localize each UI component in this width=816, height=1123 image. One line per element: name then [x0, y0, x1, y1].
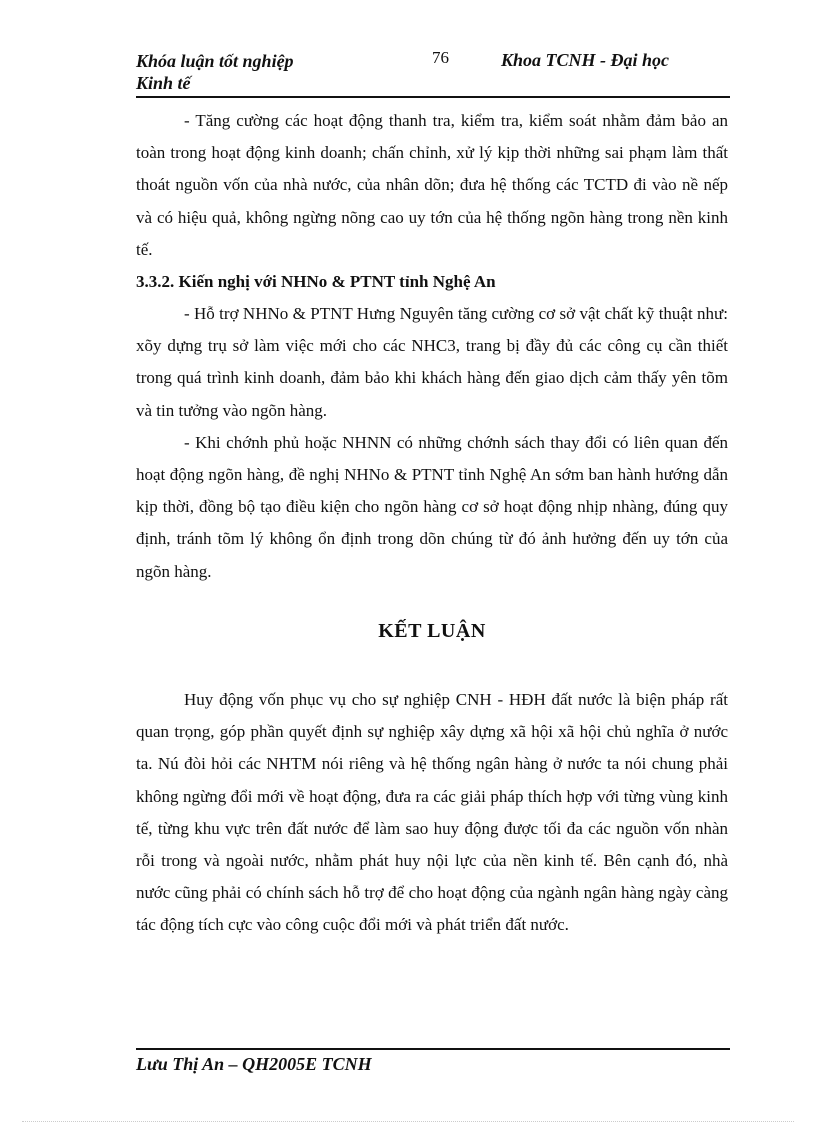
- conclusion-title: KẾT LUẬN: [378, 620, 486, 642]
- header-divider: [136, 96, 730, 98]
- section-body: [136, 105, 728, 588]
- header-faculty-label: Khoa TCNH - Đại học: [501, 50, 670, 70]
- header-thesis-label: Khóa luận tốt nghiệp: [136, 51, 294, 71]
- conclusion-paragraph: Huy động vốn phục vụ cho sự nghiệp CNH - HĐH đất nước là biện pháp rất quan trọng, góp phần quyết định sự nghiệp xây dựng xã hội xã hội chủ nghĩa ở nước ta. Nú đòi hỏi các NHTM nói riêng và hệ thống ngân hàng ở nước ta nói chung phải không ngừng đổi mới về hoạt động, đưa ra các giải pháp thích hợp với từng vùng kinh tế, từng khu vực trên đất nước để làm sao huy động được tối đa các nguồn vốn nhàn rỗi trong và ngoài nước, nhằm phát huy nội lực của nền kinh tế. Bên cạnh đó, nhà nước cũng phải có chính sách hỗ trợ để cho hoạt động của ngành ngân hàng ngày càng tác động tích cực vào công cuộc đổi mới và phát triển đất nước.: [136, 690, 728, 935]
- conclusion-body: [136, 684, 728, 942]
- section-heading: 3.3.2. Kiến nghị với NHNo & PTNT tỉnh Nghệ An: [136, 272, 496, 292]
- footer-author: Lưu Thị An – QH2005E TCNH: [136, 1054, 372, 1074]
- paragraph-policy: - Khi chớnh phủ hoặc NHNN có những chớnh sách thay đổi có liên quan đến hoạt động ngõn hàng, đề nghị NHNo & PTNT tỉnh Nghệ An sớm ban hành hướng dẫn kịp thời, đồng bộ tạo điều kiện cho ngõn hàng cơ sở hoạt động nhịp nhàng, đúng quy định, tránh tõm lý không ổn định trong dõn chúng từ đó ảnh hưởng đến uy tớn của ngõn hàng.: [136, 432, 728, 581]
- footer-divider: [136, 1048, 730, 1050]
- header-left: [136, 50, 294, 94]
- header-field-label: Kinh tế: [136, 73, 191, 93]
- page-number: 76: [432, 48, 449, 67]
- paragraph-support: - Hỗ trợ NHNo & PTNT Hưng Nguyên tăng cường cơ sở vật chất kỹ thuật như: xõy dựng trụ sở làm việc mới cho các NHC3, trang bị đầy đủ các công cụ cần thiết trong quá trình kinh doanh, đảm bảo khi khách hàng đến giao dịch cảm thấy yên tõm và tin tưởng vào ngõn hàng.: [136, 304, 728, 420]
- page-bottom-border: [22, 1121, 794, 1122]
- paragraph-inspection: - Tăng cường các hoạt động thanh tra, kiểm tra, kiểm soát nhằm đảm bảo an toàn trong hoạt động kinh doanh; chấn chỉnh, xử lý kịp thời những sai phạm làm thất thoát nguồn vốn của nhà nước, của nhân dõn; đưa hệ thống các TCTD đi vào nề nếp và có hiệu quả, không ngừng nõng cao uy tớn của hệ thống ngõn hàng trong nền kinh tế.: [136, 111, 728, 259]
- page-header: [136, 48, 730, 98]
